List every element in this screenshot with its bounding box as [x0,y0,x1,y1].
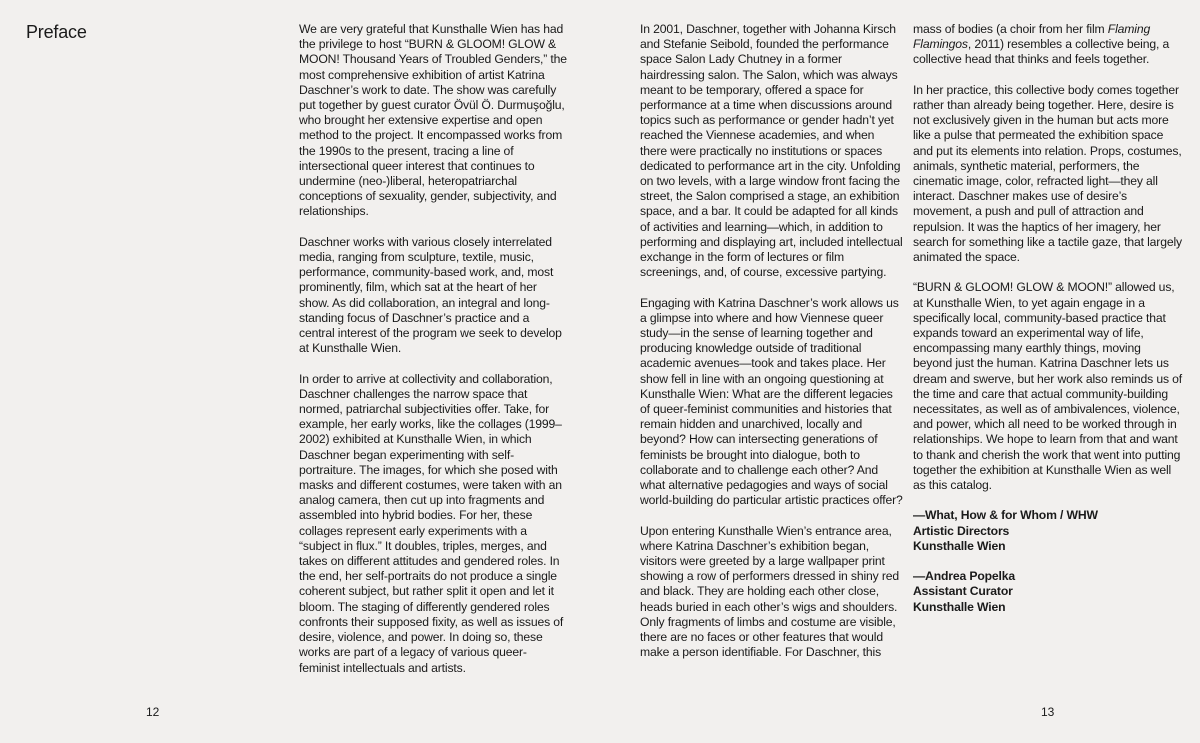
signature-role: Artistic Directors [913,523,1010,538]
paragraph: In 2001, Daschner, together with Johanna Kirsch and Stefanie Seibold, founded the performance space Salon Lady Chutney in a former hairdressing salon. The Salon, which was always meant to be temporary, offered a space for performance at a time when discussions around topics such as performance or gender hadn’t yet reached the Viennese academies, and when there were practically no institutions or spaces dedicated to performance art in the city. Unfolding on two levels, with a large window front facing the street, the Salon comprised a stage, an exhibition space, and a bar. It could be adapted for all kinds of activities and learning—which, in addition to performing and displaying art, included intellectual exchange in the form of lectures or film screenings, and, of course, excessive partying. [640,22,903,280]
page-number-right: 13 [1041,705,1055,719]
signature-name: —Andrea Popelka [913,569,1016,584]
left-text-column [299,22,567,691]
page-heading: Preface [26,22,87,42]
middle-text-column [640,22,903,676]
text-run: mass of bodies (a choir from her film [913,22,1108,36]
paragraph: “BURN & GLOOM! GLOW & MOON!” allowed us, at Kunsthalle Wien, to yet again engage in a specifically local, community-based practice that expands toward an experimental way of life, encompassing many earthly things, moving beyond just the human. Katrina Daschner lets us dream and swerve, but her work also reminds us of the time and care that actual community-building necessitates, as well as of ambivalences, violence, and power, which all need to be worked through in relationships. We hope to learn from that and want to thank and cherish the work that went into putting together the exhibition at Kunsthalle Wien as well as this catalog. [913,280,1183,493]
signature-block [913,569,1183,615]
film-title: Flaming Flamingos [913,22,1151,52]
page-number-left: 12 [146,705,160,719]
right-text-column [913,22,1183,630]
paragraph-continued [913,22,1183,68]
signature-block [913,508,1183,554]
paragraph: We are very grateful that Kunsthalle Wien has had the privilege to host “BURN & GLOOM! GLOW & MOON! Thousand Years of Troubled Genders,” the most comprehensive exhibition of artist Katrina Daschner’s work to date. The show was carefully put together by guest curator Övül Ö. Durmuşoğlu, who brought her extensive expertise and open method to the project. It encompassed works from the 1990s to the present, tracing a line of intersectional queer interest that continues to undermine (neo-)liberal, heteropatriarchal conceptions of sexuality, gender, subjectivity, and relationships. [299,22,567,219]
paragraph: Upon entering Kunsthalle Wien’s entrance area, where Katrina Daschner’s exhibition began, visitors were greeted by a large wallpaper print showing a row of performers dressed in shiny red and black. They are holding each other close, heads buried in each other’s wigs and shoulders. Only fragments of limbs and costume are visible, there are no faces or other features that would make a person identifiable. For Daschner, this [640,523,900,660]
paragraph: Daschner works with various closely interrelated media, ranging from sculpture, textile, music, performance, community-based work, and, most prominently, film, which sat at the heart of her show. As did collaboration, an integral and long-standing focus of Daschner’s practice and a central interest of the program we seek to develop at Kunsthalle Wien. [299,234,562,356]
paragraph: In order to arrive at collectivity and collaboration, Daschner challenges the narrow space that normed, patriarchal subjectivities offer. Take, for example, her early works, like the collages (1999–2002) exhibited at Kunsthalle Wien, in which Daschner began experimenting with self-portraiture. The images, for which she posed with masks and different costumes, were taken with an analog camera, then cut up into fragments and assembled into hybrid bodies. For her, these collages represent early experiments with a “subject in flux.” It doubles, triples, merges, and takes on different attitudes and gendered roles. In the end, her self-portraits do not produce a single coherent subject, but rather split it open and let it bloom. The staging of differently gendered roles confronts their supposed fixity, as well as issues of desire, violence, and power. In doing so, these works are part of a legacy of various queer-feminist intellectuals and artists. [299,371,564,675]
paragraph: Engaging with Katrina Daschner’s work allows us a glimpse into where and how Viennese queer study—in the sense of learning together and producing knowledge outside of traditional academic avenues—took and takes place. Her show fell in line with an ongoing questioning at Kunsthalle Wien: What are the different legacies of queer-feminist communities and histories that remain hidden and unarchived, locally and beyond? How can intersecting generations of feminists be brought into dialogue, both to collaborate and to challenge each other? And what alternative pedagogies and ways of social world-building do particular artistic practices offer? [640,295,903,508]
signature-org: Kunsthalle Wien [913,599,1006,614]
text-run: , 2011) resembles a collective being, a collective head that thinks and feels together. [913,37,1170,67]
signature-role: Assistant Curator [913,584,1013,599]
signature-org: Kunsthalle Wien [913,538,1006,553]
paragraph: In her practice, this collective body comes together rather than already being together. Here, desire is not exclusively given in the human but acts more like a pulse that permeated the exhibition space and put its elements into relation. Props, costumes, animals, synthetic material, performers, the cinematic image, color, refracted light—they all interact. Daschner makes use of desire’s movement, a push and pull of attraction and repulsion. It was the haptics of her imagery, her search for something like a tactile gaze, that largely animated the space. [913,82,1182,265]
signature-name: —What, How & for Whom / WHW [913,508,1098,523]
